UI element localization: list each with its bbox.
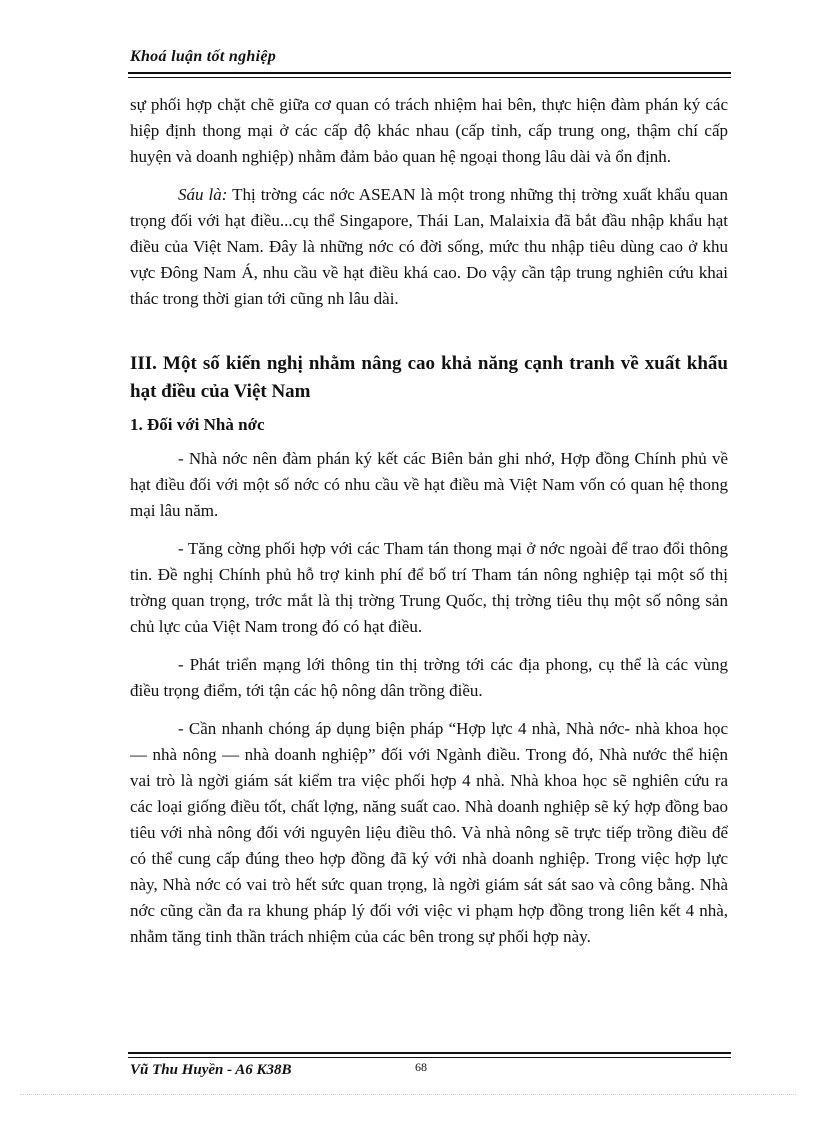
paragraph-continuation: sự phối hợp chặt chẽ giữa cơ quan có trách nhiệm hai bên, thực hiện đàm phán ký các hiệp định thong mại ở các cấp độ khác nhau (cấp tỉnh, cấp trung ong, thậm chí cấp huyện và doanh nghiệp) nhằm đảm bảo quan hệ ngoại thong lâu dài và ổn định. [130,95,728,166]
page-number: 68 [415,1060,427,1074]
list-item: - Phát triển mạng lới thông tin thị trờng tới các địa phong, cụ thể là các vùng điều trọng điểm, tới tận các hộ nông dân trồng điều. [130,655,728,700]
section-heading: III. Một số kiến nghị nhằm nâng cao khả năng cạnh tranh về xuất khẩu hạt điều của Việt Nam [130,353,728,402]
list-item: - Nhà nớc nên đàm phán ký kết các Biên bản ghi nhớ, Hợp đồng Chính phủ về hạt điều đối với một số nớc có nhu cầu về hạt điều mà Việt Nam vốn có quan hệ thong mại lâu năm. [130,449,728,520]
footer-rule-thin [128,1057,731,1058]
footer-author: Vũ Thu Huyền - A6 K38B [130,1062,292,1078]
paragraph-text: Thị trờng các nớc ASEAN là một trong những thị trờng xuất khẩu quan trọng đối với hạt điều...cụ thể Singapore, Thái Lan, Malaixia đã bắt đầu nhập khẩu hạt điều của Việt Nam. Đây là những nớc có đời sống, mức thu nhập tiêu dùng cao ở khu vực Đông Nam Á, nhu cầu về hạt điều khá cao. Do vậy cần tập trung nghiên cứu khai thác trong thời gian tới cũng nh lâu dài. [130,185,728,308]
subsection-heading: 1. Đối với Nhà nớc [130,415,265,434]
list-item: - Tăng cờng phối hợp với các Tham tán thong mại ở nớc ngoài để trao đổi thông tin. Đề nghị Chính phủ hỗ trợ kinh phí để bố trí Tham tán nông nghiệp tại một số thị trờng quan trọng, trớc mắt là thị trờng Trung Quốc, thị trờng tiêu thụ một số nông sản chủ lực của Việt Nam trong đó có hạt điều. [130,539,728,636]
footer-rule-thick [128,1052,731,1054]
header-rule-thick [128,72,731,74]
page-header-title: Khoá luận tốt nghiệp [130,48,277,65]
header-rule-thin [128,77,731,78]
list-item: - Cần nhanh chóng áp dụng biện pháp “Hợp lực 4 nhà, Nhà nớc- nhà khoa học — nhà nông — nhà doanh nghiệp” đối với Ngành điều. Trong đó, Nhà nước thể hiện vai trò là ngời giám sát kiểm tra việc phối hợp 4 nhà. Nhà khoa học sẽ nghiên cứu ra các loại giống điều tốt, chất lợng, năng suất cao. Nhà doanh nghiệp sẽ ký hợp đồng bao tiêu với nhà nông đối với nguyên liệu điều thô. Và nhà nông sẽ trực tiếp trồng điều để có thể cung cấp đúng theo hợp đồng đã ký với nhà doanh nghiệp. Trong việc hợp lực này, Nhà nớc có vai trò hết sức quan trọng, là ngời giám sát sát sao và công bằng. Nhà nớc cũng cần đa ra khung pháp lý đối với việc vi phạm hợp đồng trong liên kết 4 nhà, nhằm tăng tinh thần trách nhiệm của các bên trong sự phối hợp này. [130,719,728,946]
paragraph-lead: Sáu là: [178,185,228,204]
page-edge-divider [20,1094,796,1095]
page-body [130,92,728,962]
paragraph-sau-la [130,182,728,312]
